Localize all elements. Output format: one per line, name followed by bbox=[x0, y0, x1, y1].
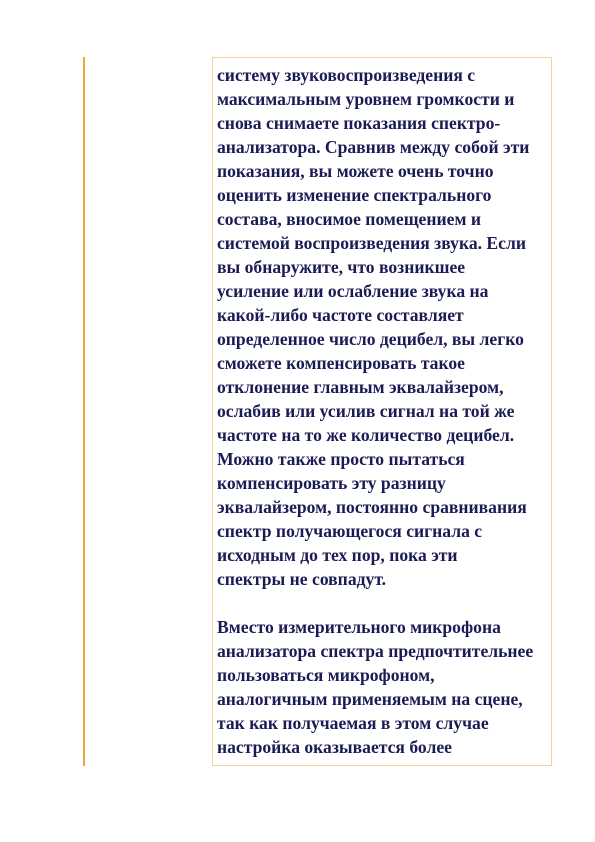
text-line: настройка оказывается более bbox=[217, 737, 452, 757]
text-line: Вместо измерительного микрофона bbox=[217, 617, 501, 637]
text-line: спектры не совпадут. bbox=[217, 569, 387, 589]
text-line: состава, вносимое помещением и bbox=[217, 209, 481, 229]
text-line: систему звуковоспроизведения с bbox=[217, 65, 476, 85]
left-margin-rule bbox=[83, 57, 85, 766]
text-line: ослабив или усилив сигнал на той же bbox=[217, 401, 515, 421]
text-frame bbox=[212, 57, 552, 766]
text-line: какой-либо частоте составляет bbox=[217, 305, 464, 325]
text-line: системой воспроизведения звука. Если bbox=[217, 233, 526, 253]
text-line: так как получаемая в этом случае bbox=[217, 713, 489, 733]
text-line: пользоваться микрофоном, bbox=[217, 665, 435, 685]
text-line: снова снимаете показания спектро- bbox=[217, 113, 501, 133]
text-line: усиление или ослабление звука на bbox=[217, 281, 489, 301]
text-line: анализатора спектра предпочтительнее bbox=[217, 641, 534, 661]
text-line: определенное число децибел, вы легко bbox=[217, 329, 524, 349]
text-line: сможете компенсировать такое bbox=[217, 353, 465, 373]
text-line: компенсировать эту разницу bbox=[217, 473, 446, 493]
text-line: оценить изменение спектрального bbox=[217, 185, 492, 205]
text-line: показания, вы можете очень точно bbox=[217, 161, 494, 181]
text-line: спектр получающегося сигнала с bbox=[217, 521, 483, 541]
paragraph-1 bbox=[217, 63, 551, 591]
text-line: отклонение главным эквалайзером, bbox=[217, 377, 504, 397]
paragraph-2 bbox=[217, 615, 551, 759]
text-line: исходным до тех пор, пока эти bbox=[217, 545, 458, 565]
text-line: вы обнаружите, что возникшее bbox=[217, 257, 466, 277]
text-line: эквалайзером, постоянно сравнивания bbox=[217, 497, 527, 517]
text-line: аналогичным применяемым на сцене, bbox=[217, 689, 523, 709]
text-line: Можно также просто пытаться bbox=[217, 449, 465, 469]
text-line: анализатора. Сравнив между собой эти bbox=[217, 137, 530, 157]
paragraph-spacer bbox=[217, 591, 551, 615]
text-line: частоте на то же количество децибел. bbox=[217, 425, 515, 445]
text-line: максимальным уровнем громкости и bbox=[217, 89, 515, 109]
